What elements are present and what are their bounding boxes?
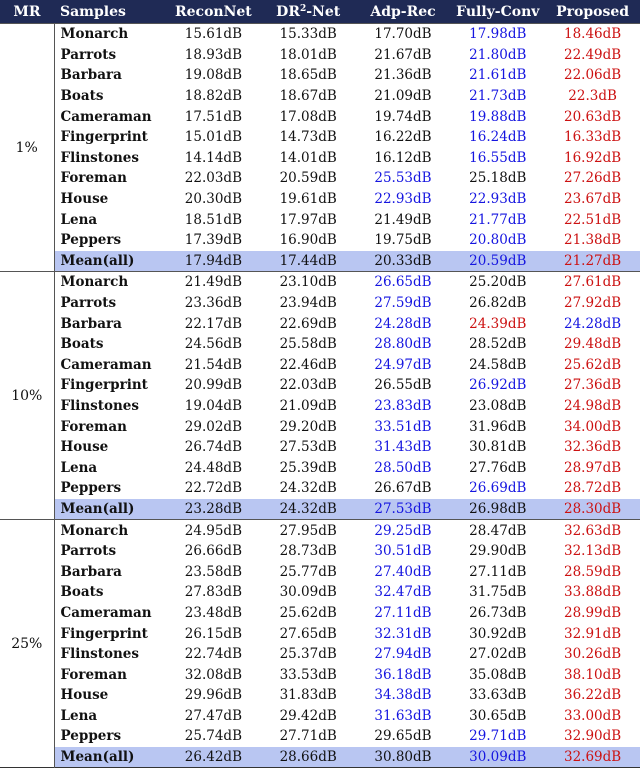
value-cell: 32.90dB: [563, 728, 622, 745]
value-cell: 21.09dB: [374, 88, 432, 105]
value-cell: 17.39dB: [184, 232, 242, 249]
value-cell: 28.99dB: [563, 604, 622, 621]
sample-name: Fingerprint: [60, 129, 148, 146]
value-cell: 19.88dB: [469, 108, 527, 125]
value-cell: 20.59dB: [450, 251, 545, 272]
value-cell: 22.93dB: [469, 191, 527, 208]
value-cell: 21.61dB: [469, 67, 527, 84]
value-cell: 15.33dB: [279, 26, 337, 43]
table-row: [0, 86, 640, 107]
sample-name: Boats: [60, 88, 104, 105]
value-cell: 31.43dB: [374, 439, 432, 456]
value-cell: 31.96dB: [469, 418, 527, 435]
value-cell: 18.01dB: [279, 46, 337, 63]
value-cell: 25.53dB: [374, 170, 432, 187]
table-row: [0, 644, 640, 665]
value-cell: 20.33dB: [356, 251, 451, 272]
value-cell: 17.94dB: [166, 251, 261, 272]
value-cell: 17.51dB: [184, 108, 242, 125]
sample-name: Cameraman: [60, 604, 152, 621]
value-cell: 19.61dB: [279, 191, 337, 208]
value-cell: 34.38dB: [374, 687, 432, 704]
value-cell: 20.30dB: [184, 191, 242, 208]
group-body: [0, 520, 640, 768]
value-cell: 23.67dB: [563, 191, 622, 208]
table-row: [0, 230, 640, 251]
value-cell: 24.28dB: [563, 315, 622, 332]
value-cell: 27.26dB: [563, 170, 622, 187]
value-cell: 28.80dB: [374, 336, 432, 353]
value-cell: 18.82dB: [184, 88, 242, 105]
value-cell: 22.72dB: [184, 480, 242, 497]
value-cell: 25.39dB: [279, 459, 337, 476]
sample-name: Foreman: [60, 666, 127, 683]
value-cell: 27.76dB: [469, 459, 527, 476]
value-cell: 29.71dB: [469, 728, 527, 745]
value-cell: 27.47dB: [184, 707, 242, 724]
value-cell: 30.65dB: [469, 707, 527, 724]
sample-name: House: [60, 439, 109, 456]
value-cell: 21.77dB: [469, 211, 527, 228]
value-cell: 33.51dB: [374, 418, 432, 435]
value-cell: 27.65dB: [279, 625, 337, 642]
value-cell: 23.83dB: [374, 397, 432, 414]
table-row: [0, 685, 640, 706]
sample-name: Monarch: [60, 26, 129, 43]
value-cell: 15.01dB: [184, 129, 242, 146]
value-cell: 32.63dB: [563, 522, 622, 539]
value-cell: 28.50dB: [374, 459, 432, 476]
header-fully-conv: Fully-Conv: [450, 0, 545, 24]
value-cell: 28.52dB: [469, 336, 527, 353]
value-cell: 38.10dB: [563, 666, 622, 683]
value-cell: 36.18dB: [374, 666, 432, 683]
value-cell: 33.63dB: [469, 687, 527, 704]
table-row: [0, 541, 640, 562]
table-row: [0, 603, 640, 624]
table-row: [0, 45, 640, 66]
header-proposed: Proposed: [545, 0, 640, 24]
table-header: [0, 0, 640, 24]
value-cell: 17.70dB: [374, 26, 432, 43]
value-cell: 22.69dB: [279, 315, 337, 332]
value-cell: 16.22dB: [374, 129, 432, 146]
value-cell: 14.73dB: [279, 129, 337, 146]
value-cell: 32.36dB: [563, 439, 622, 456]
table-row: [0, 582, 640, 603]
value-cell: 27.11dB: [374, 604, 432, 621]
value-cell: 26.15dB: [184, 625, 242, 642]
value-cell: 24.98dB: [563, 397, 622, 414]
table-row: [0, 561, 640, 582]
value-cell: 26.67dB: [374, 480, 432, 497]
value-cell: 23.08dB: [469, 397, 527, 414]
value-cell: 21.27dB: [545, 251, 640, 272]
value-cell: 28.66dB: [261, 747, 356, 768]
mean-row: [0, 499, 640, 520]
value-cell: 16.24dB: [469, 129, 527, 146]
value-cell: 29.65dB: [374, 728, 432, 745]
value-cell: 31.83dB: [279, 687, 337, 704]
value-cell: 27.40dB: [374, 563, 432, 580]
value-cell: 31.75dB: [469, 584, 527, 601]
value-cell: 24.56dB: [184, 336, 242, 353]
value-cell: 28.59dB: [563, 563, 622, 580]
group-body: [0, 272, 640, 520]
value-cell: 30.09dB: [450, 747, 545, 768]
value-cell: 29.96dB: [184, 687, 242, 704]
value-cell: 23.58dB: [184, 563, 242, 580]
value-cell: 28.97dB: [563, 459, 622, 476]
sample-name: Parrots: [60, 543, 117, 560]
value-cell: 29.25dB: [374, 522, 432, 539]
value-cell: 30.26dB: [563, 646, 622, 663]
header-dr2net-superscript: 2: [299, 3, 307, 14]
table-row: [0, 272, 640, 293]
value-cell: 32.13dB: [563, 543, 622, 560]
table-row: [0, 65, 640, 86]
value-cell: 35.08dB: [469, 666, 527, 683]
value-cell: 27.53dB: [279, 439, 337, 456]
value-cell: 25.62dB: [279, 604, 337, 621]
sample-name: Barbara: [60, 67, 122, 84]
mr-cell: 25%: [0, 520, 54, 768]
sample-name: Flinstones: [60, 646, 140, 663]
value-cell: 22.3dB: [568, 88, 617, 105]
table-row: [0, 148, 640, 169]
value-cell: 28.47dB: [469, 522, 527, 539]
value-cell: 23.36dB: [184, 295, 242, 312]
value-cell: 23.48dB: [184, 604, 242, 621]
value-cell: 22.51dB: [563, 211, 622, 228]
sample-name: Flinstones: [60, 149, 140, 166]
value-cell: 25.77dB: [279, 563, 337, 580]
sample-name: Lena: [60, 211, 98, 228]
header-reconnet: ReconNet: [166, 0, 261, 24]
value-cell: 27.71dB: [279, 728, 337, 745]
header-dr2net-suffix: -Net: [306, 3, 341, 20]
table-row: [0, 106, 640, 127]
value-cell: 17.08dB: [279, 108, 337, 125]
value-cell: 30.92dB: [469, 625, 527, 642]
value-cell: 18.51dB: [184, 211, 242, 228]
value-cell: 36.22dB: [563, 687, 622, 704]
header-samples: Samples: [54, 0, 166, 24]
value-cell: 22.03dB: [184, 170, 242, 187]
mr-cell: 10%: [0, 272, 54, 520]
value-cell: 23.28dB: [166, 499, 261, 520]
value-cell: 33.88dB: [563, 584, 622, 601]
value-cell: 19.75dB: [374, 232, 432, 249]
sample-name: House: [60, 191, 109, 208]
value-cell: 19.08dB: [184, 67, 242, 84]
value-cell: 19.74dB: [374, 108, 432, 125]
value-cell: 27.92dB: [563, 295, 622, 312]
value-cell: 26.98dB: [450, 499, 545, 520]
sample-name: Foreman: [60, 170, 127, 187]
sample-name: Mean(all): [54, 747, 166, 768]
value-cell: 26.82dB: [469, 295, 527, 312]
value-cell: 25.74dB: [184, 728, 242, 745]
sample-name: Peppers: [60, 232, 122, 249]
value-cell: 32.31dB: [374, 625, 432, 642]
value-cell: 19.04dB: [184, 397, 242, 414]
value-cell: 24.32dB: [279, 480, 337, 497]
table-row: [0, 189, 640, 210]
value-cell: 34.00dB: [563, 418, 622, 435]
sample-name: Barbara: [60, 563, 122, 580]
value-cell: 22.49dB: [563, 46, 622, 63]
value-cell: 24.39dB: [469, 315, 527, 332]
table-row: [0, 478, 640, 499]
value-cell: 26.65dB: [374, 274, 432, 291]
table-row: [0, 293, 640, 314]
value-cell: 27.02dB: [469, 646, 527, 663]
table-row: [0, 623, 640, 644]
group-body: [0, 24, 640, 272]
value-cell: 29.42dB: [279, 707, 337, 724]
value-cell: 16.12dB: [374, 149, 432, 166]
value-cell: 30.51dB: [374, 543, 432, 560]
value-cell: 26.55dB: [374, 377, 432, 394]
header-adp-rec: Adp-Rec: [356, 0, 451, 24]
table-row: [0, 416, 640, 437]
value-cell: 23.94dB: [279, 295, 337, 312]
table-row: [0, 375, 640, 396]
value-cell: 27.36dB: [563, 377, 622, 394]
value-cell: 21.36dB: [374, 67, 432, 84]
value-cell: 22.03dB: [279, 377, 337, 394]
value-cell: 14.14dB: [184, 149, 242, 166]
sample-name: Flinstones: [60, 397, 140, 414]
header-dr2net-prefix: DR: [276, 3, 300, 20]
value-cell: 26.42dB: [166, 747, 261, 768]
table-row: [0, 168, 640, 189]
table-row: [0, 313, 640, 334]
value-cell: 16.33dB: [563, 129, 622, 146]
value-cell: 18.67dB: [279, 88, 337, 105]
value-cell: 21.80dB: [469, 46, 527, 63]
value-cell: 24.32dB: [261, 499, 356, 520]
value-cell: 21.09dB: [279, 397, 337, 414]
value-cell: 27.61dB: [563, 274, 622, 291]
value-cell: 26.92dB: [469, 377, 527, 394]
value-cell: 21.73dB: [469, 88, 527, 105]
value-cell: 21.38dB: [563, 232, 622, 249]
value-cell: 24.97dB: [374, 356, 432, 373]
value-cell: 15.61dB: [184, 26, 242, 43]
value-cell: 18.46dB: [563, 26, 622, 43]
table-row: [0, 457, 640, 478]
value-cell: 25.37dB: [279, 646, 337, 663]
value-cell: 18.65dB: [279, 67, 337, 84]
value-cell: 22.17dB: [184, 315, 242, 332]
table-row: [0, 209, 640, 230]
value-cell: 32.91dB: [563, 625, 622, 642]
sample-name: Cameraman: [60, 108, 152, 125]
sample-name: Fingerprint: [60, 377, 148, 394]
value-cell: 24.28dB: [374, 315, 432, 332]
value-cell: 22.06dB: [563, 67, 622, 84]
value-cell: 25.58dB: [279, 336, 337, 353]
header-dr2net: [261, 0, 356, 24]
sample-name: Foreman: [60, 418, 127, 435]
value-cell: 32.69dB: [545, 747, 640, 768]
value-cell: 29.90dB: [469, 543, 527, 560]
value-cell: 17.98dB: [469, 26, 527, 43]
value-cell: 18.93dB: [184, 46, 242, 63]
value-cell: 29.48dB: [563, 336, 622, 353]
table-row: [0, 24, 640, 45]
value-cell: 25.62dB: [563, 356, 622, 373]
value-cell: 29.02dB: [184, 418, 242, 435]
value-cell: 26.73dB: [469, 604, 527, 621]
value-cell: 28.30dB: [545, 499, 640, 520]
value-cell: 27.83dB: [184, 584, 242, 601]
value-cell: 20.59dB: [279, 170, 337, 187]
value-cell: 27.94dB: [374, 646, 432, 663]
value-cell: 16.55dB: [469, 149, 527, 166]
sample-name: Parrots: [60, 46, 117, 63]
value-cell: 25.18dB: [469, 170, 527, 187]
value-cell: 26.74dB: [184, 439, 242, 456]
table-row: [0, 726, 640, 747]
table-row: [0, 706, 640, 727]
value-cell: 16.92dB: [563, 149, 622, 166]
header-mr: MR: [0, 0, 54, 24]
value-cell: 17.97dB: [279, 211, 337, 228]
sample-name: Boats: [60, 336, 104, 353]
table-row: [0, 664, 640, 685]
mr-cell: 1%: [0, 24, 54, 272]
value-cell: 22.93dB: [374, 191, 432, 208]
value-cell: 24.58dB: [469, 356, 527, 373]
value-cell: 27.95dB: [279, 522, 337, 539]
value-cell: 20.63dB: [563, 108, 622, 125]
value-cell: 21.49dB: [374, 211, 432, 228]
value-cell: 29.20dB: [279, 418, 337, 435]
mean-row: [0, 251, 640, 272]
value-cell: 24.95dB: [184, 522, 242, 539]
value-cell: 21.54dB: [184, 356, 242, 373]
value-cell: 25.20dB: [469, 274, 527, 291]
table-row: [0, 396, 640, 417]
value-cell: 27.53dB: [356, 499, 451, 520]
value-cell: 30.09dB: [279, 584, 337, 601]
value-cell: 28.73dB: [279, 543, 337, 560]
value-cell: 30.81dB: [469, 439, 527, 456]
sample-name: House: [60, 687, 109, 704]
value-cell: 32.47dB: [374, 584, 432, 601]
value-cell: 17.44dB: [261, 251, 356, 272]
sample-name: Lena: [60, 459, 98, 476]
value-cell: 21.67dB: [374, 46, 432, 63]
sample-name: Cameraman: [60, 356, 152, 373]
value-cell: 22.46dB: [279, 356, 337, 373]
sample-name: Boats: [60, 584, 104, 601]
value-cell: 26.66dB: [184, 543, 242, 560]
value-cell: 14.01dB: [279, 149, 337, 166]
table-row: [0, 334, 640, 355]
value-cell: 21.49dB: [184, 274, 242, 291]
value-cell: 32.08dB: [184, 666, 242, 683]
sample-name: Parrots: [60, 295, 117, 312]
value-cell: 30.80dB: [356, 747, 451, 768]
table-row: [0, 355, 640, 376]
sample-name: Monarch: [60, 274, 129, 291]
sample-name: Mean(all): [54, 499, 166, 520]
value-cell: 27.11dB: [469, 563, 527, 580]
value-cell: 20.99dB: [184, 377, 242, 394]
table-row: [0, 127, 640, 148]
sample-name: Peppers: [60, 480, 122, 497]
value-cell: 33.53dB: [279, 666, 337, 683]
sample-name: Mean(all): [54, 251, 166, 272]
sample-name: Barbara: [60, 315, 122, 332]
value-cell: 23.10dB: [279, 274, 337, 291]
table-row: [0, 520, 640, 541]
value-cell: 27.59dB: [374, 295, 432, 312]
sample-name: Lena: [60, 707, 98, 724]
table-row: [0, 437, 640, 458]
value-cell: 24.48dB: [184, 459, 242, 476]
header-row: [0, 0, 640, 24]
value-cell: 20.80dB: [469, 232, 527, 249]
value-cell: 31.63dB: [374, 707, 432, 724]
sample-name: Peppers: [60, 728, 122, 745]
sample-name: Monarch: [60, 522, 129, 539]
value-cell: 22.74dB: [184, 646, 242, 663]
value-cell: 33.00dB: [563, 707, 622, 724]
value-cell: 26.69dB: [469, 480, 527, 497]
value-cell: 28.72dB: [563, 480, 622, 497]
sample-name: Fingerprint: [60, 625, 148, 642]
value-cell: 16.90dB: [279, 232, 337, 249]
